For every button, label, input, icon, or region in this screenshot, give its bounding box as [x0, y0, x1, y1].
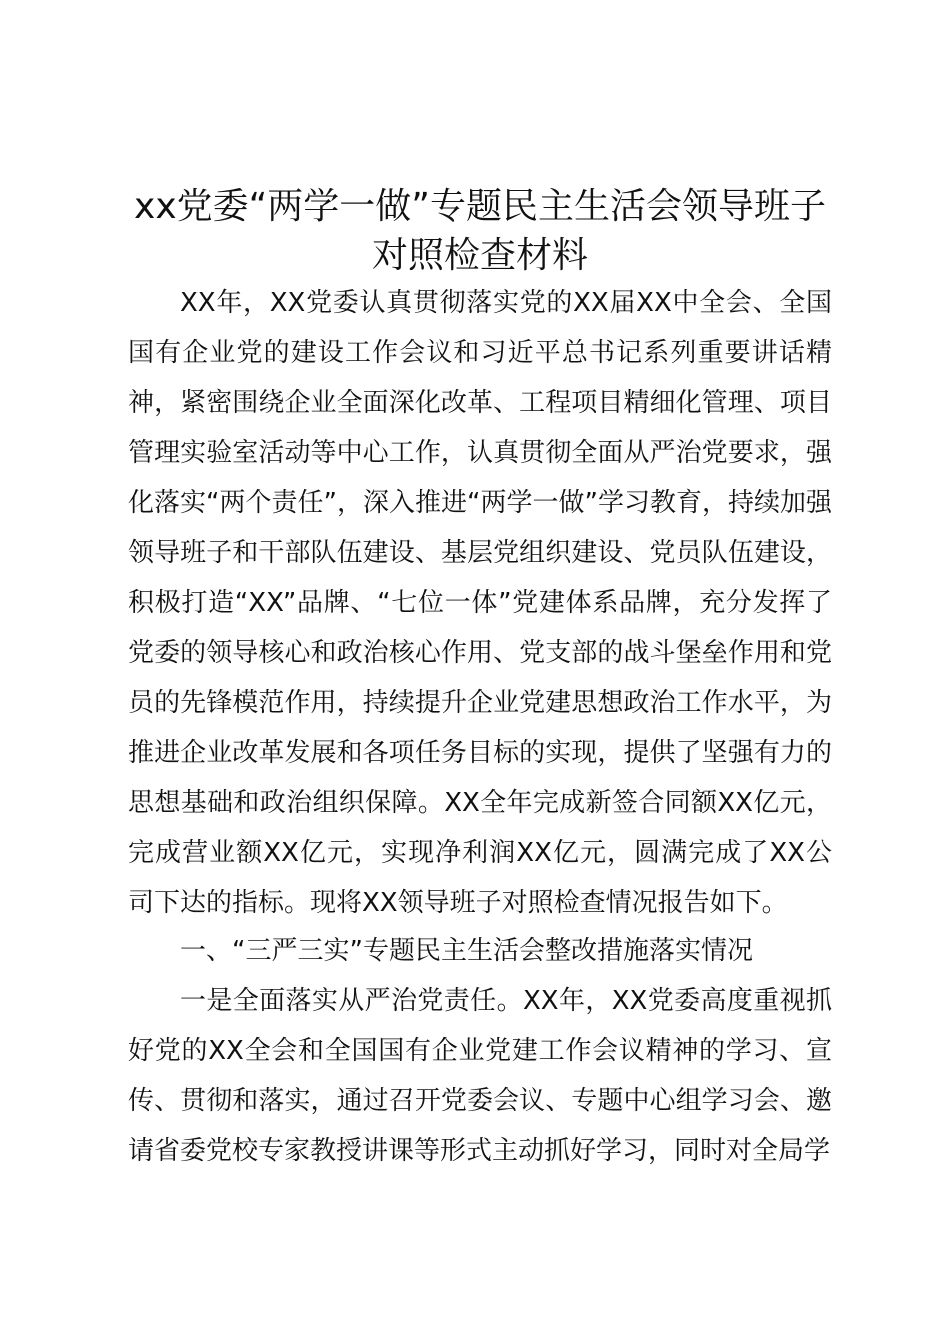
section-heading: 一、“三严三实”专题民主生活会整改措施落实情况 [180, 936, 753, 966]
section-paragraph: 一是全面落实从严治党责任。XX年，XX党委高度重视抓好党的XX全会和全国国有企业党建工作会议精神的学习、宣传、贯彻和落实，通过召开党委会议、专题中心组学习会、邀请省委党校专家教授讲课等形式主动抓好学习，同时对全局学 [128, 986, 832, 1166]
document-title: xx党委“两学一做”专题民主生活会领导班子对照检查材料 [134, 186, 826, 276]
intro-paragraph: XX年，XX党委认真贯彻落实党的XX届XX中全会、全国国有企业党的建设工作会议和习近平总书记系列重要讲话精神，紧密围绕企业全面深化改革、工程项目精细化管理、项目管理实验室活动等中心工作，认真贯彻全面从严治党要求，强化落实“两个责任”，深入推进“两学一做”学习教育，持续加强领导班子和干部队伍建设、基层党组织建设、党员队伍建设，积极打造“XX”品牌、“七位一体”党建体系品牌，充分发挥了党委的领导核心和政治核心作用、党支部的战斗堡垒作用和党员的先锋模范作用，持续提升企业党建思想政治工作水平，为推进企业改革发展和各项任务目标的实现，提供了坚强有力的思想基础和政治组织保障。XX全年完成新签合同额XX亿元，完成营业额XX亿元，实现净利润XX亿元，圆满完成了XX公司下达的指标。现将XX领导班子对照检查情况报告如下。 [128, 288, 832, 918]
